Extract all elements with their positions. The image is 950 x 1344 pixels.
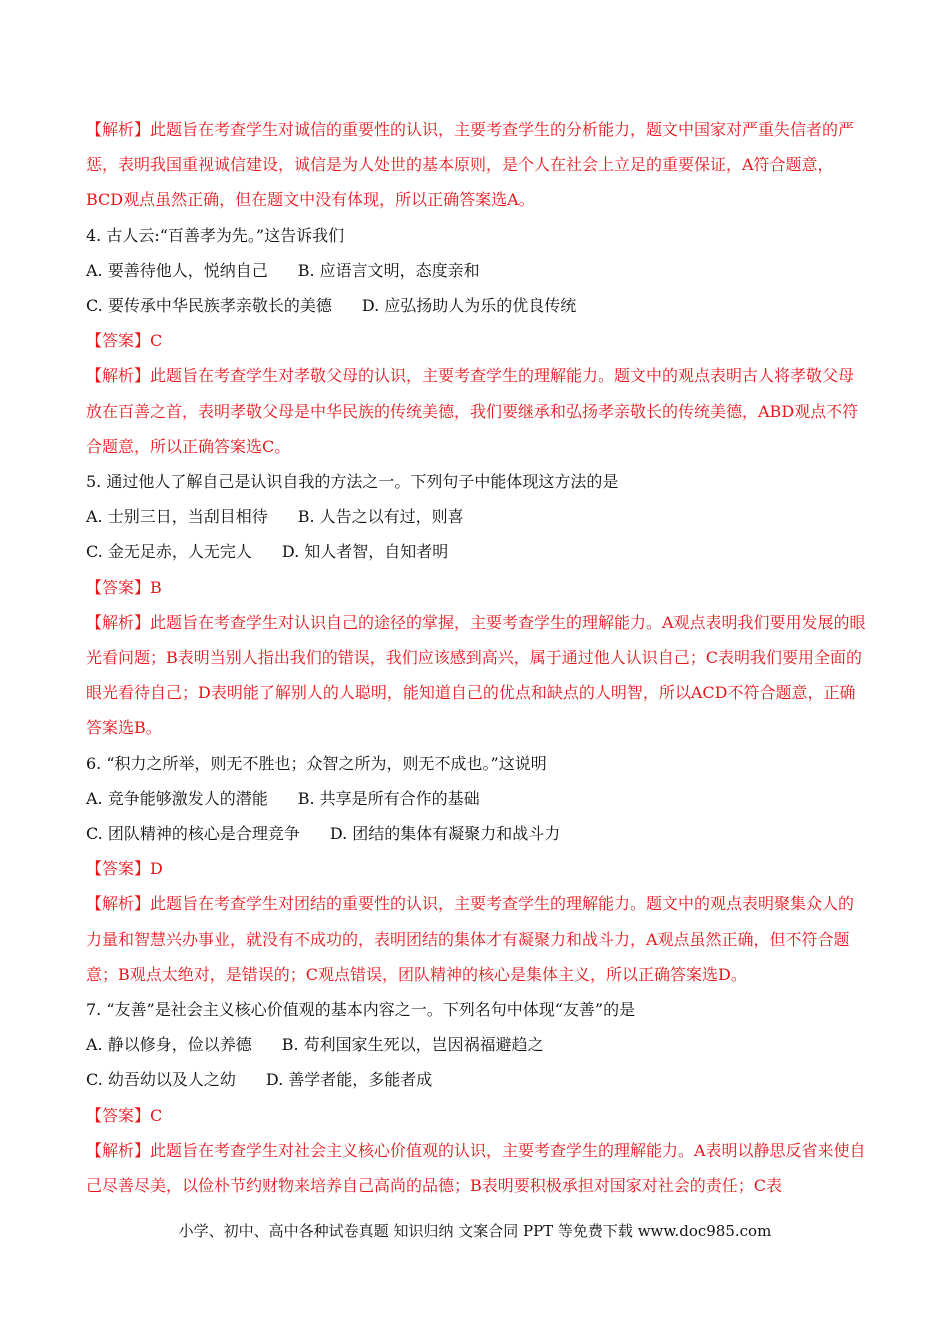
q4-option-c: C. 要传承中华民族孝亲敬长的美德 — [86, 296, 332, 316]
q3-analysis: 【解析】此题旨在考查学生对诚信的重要性的认识，主要考查学生的分析能力，题文中国家对严重失信者的严惩，表明我国重视诚信建设，诚信是为人处世的基本原则，是个人在社会上立足的重要保证，A符合题意，BCD观点虽然正确，但在题文中没有体现，所以正确答案选A。 — [86, 120, 855, 210]
q7-option-d: D. 善学者能，多能者成 — [265, 1070, 433, 1090]
q6-answer: 【答案】D — [86, 859, 163, 879]
q5-option-b: B. 人告之以有过，则喜 — [297, 507, 464, 527]
q5-stem: 5. 通过他人了解自己是认识自我的方法之一。下列句子中能体现这方法的是 — [86, 472, 619, 492]
q7-options-ab — [86, 1027, 866, 1062]
q4-option-d: D. 应弘扬助人为乐的优良传统 — [361, 296, 577, 316]
q4-option-a: A. 要善待他人，悦纳自己 — [86, 260, 268, 280]
q4-options-ab — [86, 253, 866, 288]
q4-analysis: 【解析】此题旨在考查学生对孝敬父母的认识，主要考查学生的理解能力。题文中的观点表明古人将孝敬父母放在百善之首，表明孝敬父母是中华民族的传统美德，我们要继承和弘扬孝亲敬长的传统美德，ABD观点不符合题意，所以正确答案选C。 — [86, 366, 859, 456]
q6-option-b: B. 共享是所有合作的基础 — [297, 788, 480, 808]
q7-options-cd — [86, 1062, 866, 1097]
q6-option-c: C. 团队精神的核心是合理竞争 — [86, 824, 300, 844]
q6-options-ab — [86, 781, 866, 816]
q7-option-b: B. 苟利国家生死以，岂因祸福避趋之 — [281, 1035, 544, 1055]
q6-options-cd — [86, 816, 866, 851]
q5-option-c: C. 金无足赤，人无完人 — [86, 542, 252, 562]
document-content — [86, 112, 866, 1203]
q7-stem: 7. “友善”是社会主义核心价值观的基本内容之一。下列名句中体现“友善”的是 — [86, 1000, 636, 1020]
q4-option-b: B. 应语言文明，态度亲和 — [297, 260, 480, 280]
q6-option-d: D. 团结的集体有凝聚力和战斗力 — [329, 824, 561, 844]
q4-answer: 【答案】C — [86, 331, 163, 351]
q5-answer: 【答案】B — [86, 577, 162, 597]
q4-stem: 4. 古人云:“百善孝为先。”这告诉我们 — [86, 225, 345, 245]
q5-analysis: 【解析】此题旨在考查学生对认识自己的途径的掌握，主要考查学生的理解能力。A观点表明我们要用发展的眼光看问题；B表明当别人指出我们的错误，我们应该感到高兴，属于通过他人认识自己；C表明我们要用全面的眼光看待自己；D表明能了解别人的人聪明，能知道自己的优点和缺点的人明智，所以ACD不符合题意，正确答案选B。 — [86, 612, 866, 738]
q5-options-cd — [86, 534, 866, 569]
q6-stem: 6. “积力之所举，则无不胜也；众智之所为，则无不成也。”这说明 — [86, 753, 547, 773]
q7-analysis: 【解析】此题旨在考查学生对社会主义核心价值观的认识，主要考查学生的理解能力。A表明以静思反省来使自己尽善尽美，以俭朴节约财物来培养自己高尚的品德；B表明要积极承担对国家对社会的责任；C表 — [86, 1140, 866, 1196]
q4-options-cd — [86, 288, 866, 323]
q7-option-a: A. 静以修身，俭以养德 — [86, 1035, 252, 1055]
q5-option-a: A. 士别三日，当刮目相待 — [86, 507, 268, 527]
q6-analysis: 【解析】此题旨在考查学生对团结的重要性的认识，主要考查学生的理解能力。题文中的观点表明聚集众人的力量和智慧兴办事业，就没有不成功的，表明团结的集体才有凝聚力和战斗力，A观点虽然正确，但不符合题意；B观点太绝对，是错误的；C观点错误，团队精神的核心是集体主义，所以正确答案选D。 — [86, 894, 855, 984]
q5-options-ab — [86, 499, 866, 534]
q5-option-d: D. 知人者智，自知者明 — [281, 542, 449, 562]
q7-option-c: C. 幼吾幼以及人之幼 — [86, 1070, 236, 1090]
q7-answer: 【答案】C — [86, 1105, 163, 1125]
q6-option-a: A. 竞争能够激发人的潜能 — [86, 788, 268, 808]
page-footer: 小学、初中、高中各种试卷真题 知识归纳 文案合同 PPT 等免费下载 www.doc985.com — [178, 1222, 772, 1240]
